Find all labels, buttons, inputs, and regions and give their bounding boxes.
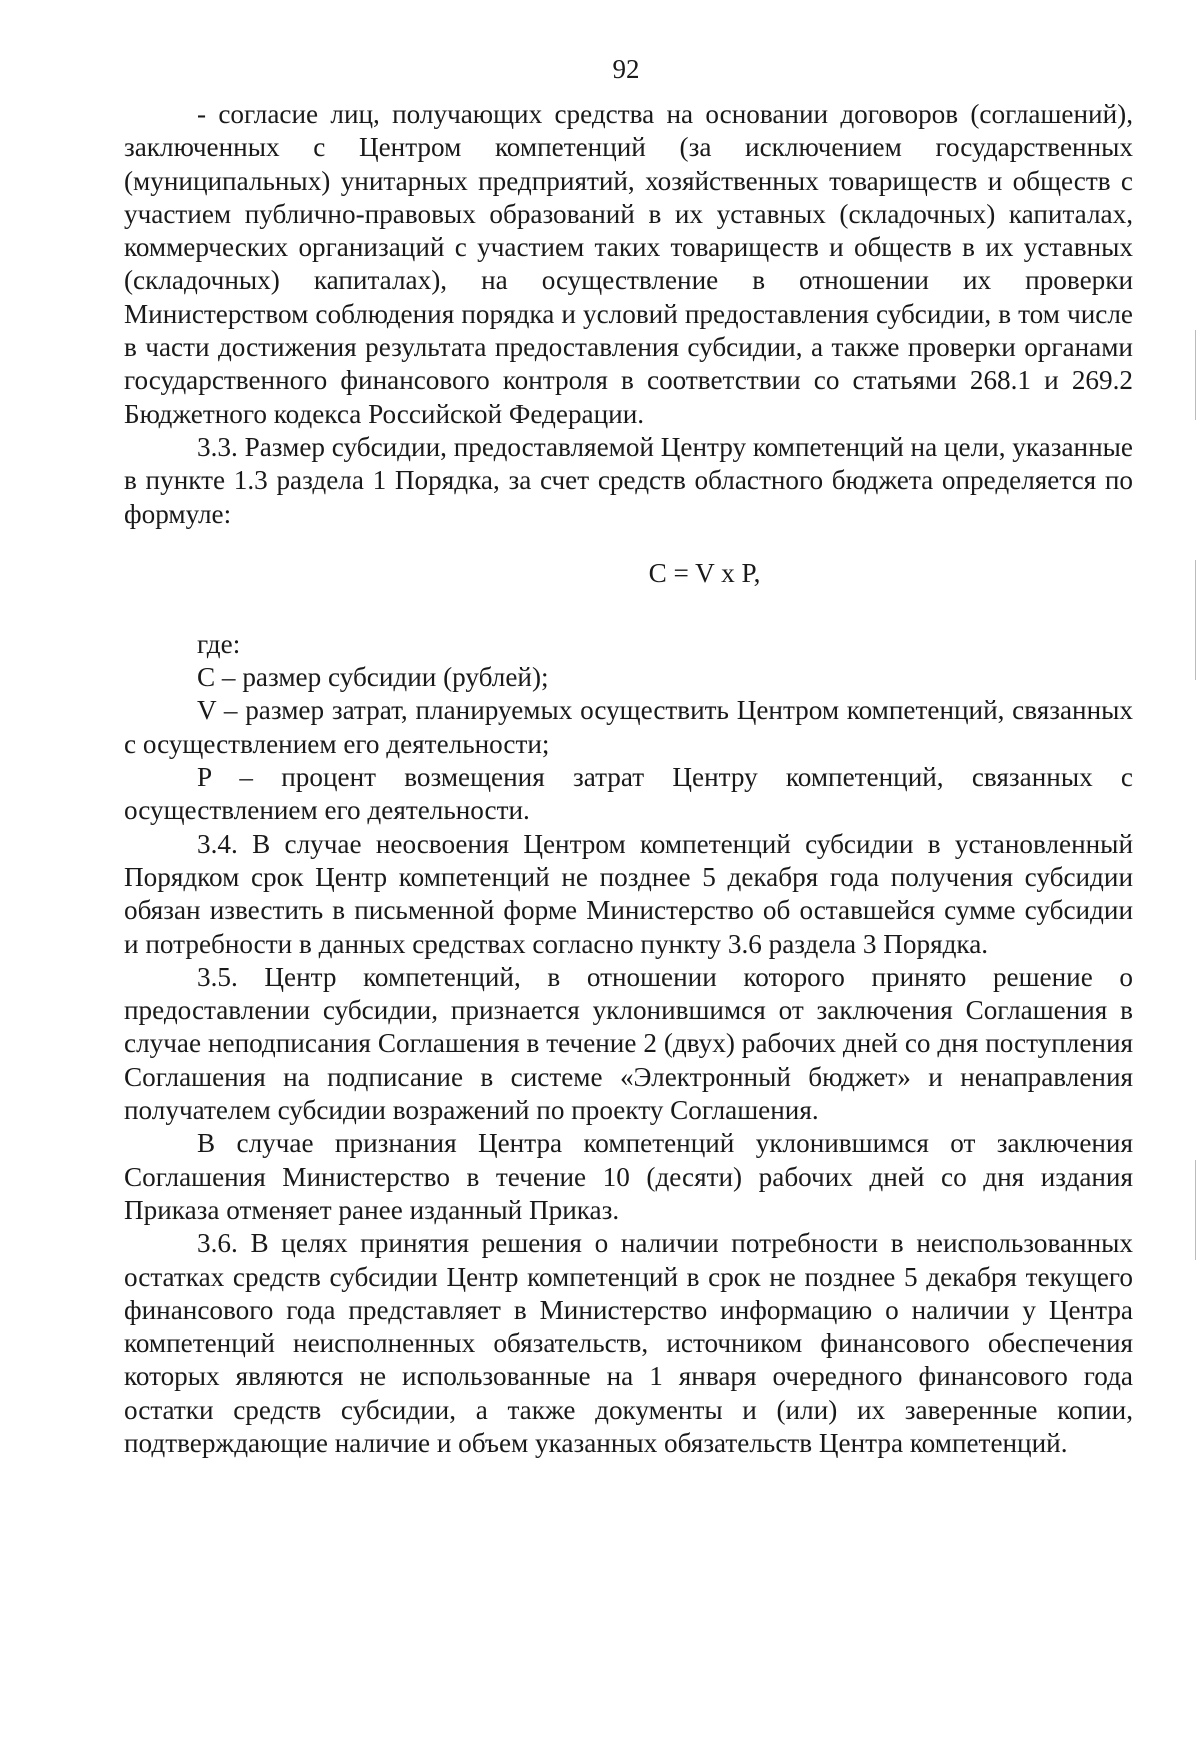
page-number: 92 (612, 54, 640, 84)
definition-v: V – размер затрат, планируемых осуществить Центром компетенций, связанных с осуществлением его деятельности; (124, 695, 1133, 759)
scan-edge-mark (1195, 330, 1196, 420)
where-label: где: (197, 628, 241, 659)
definition-c: C – размер субсидии (рублей); (197, 662, 549, 693)
paragraph-refusal: В случае признания Центра компетенций уклонившимся от заключения Соглашения Министерство в течение 10 (десяти) рабочих дней со дня издания Приказа отменяет ранее изданный Приказ. (124, 1128, 1133, 1225)
scan-edge-mark (1195, 560, 1196, 680)
paragraph-consent: - согласие лиц, получающих средства на основании договоров (соглашений), заключенных с Центром компетенций (за исключением государственных (муниципальных) унитарных предприятий, хозяйственных товариществ и обществ с участием публично-правовых образований в их уставных (складочных) капиталах, коммерческих организаций с участием таких товариществ и обществ в их уставных (складочных) капиталах), на осуществление в отношении их проверки Министерством соблюдения порядка и условий предоставления субсидии, в том числе в части достижения результата предоставления субсидии, а также проверки органами государственного финансового контроля в соответствии со статьями 268.1 и 269.2 Бюджетного кодекса Российской Федерации. (124, 99, 1133, 429)
scan-edge-mark (1195, 1160, 1196, 1260)
paragraph-3-6: 3.6. В целях принятия решения о наличии потребности в неиспользованных остатках средств субсидии Центр компетенций в срок не позднее 5 декабря текущего финансового года представляет в Министерство информацию о наличии у Центра компетенций неисполненных обязательств, источником финансового обеспечения которых являются не использованные на 1 января очередного финансового года остатки средств субсидии, а также документы и (или) их заверенные копии, подтверждающие наличие и объем указанных обязательств Центра компетенций. (124, 1228, 1133, 1458)
definition-p: P – процент возмещения затрат Центру компетенций, связанных с осуществлением его деятельности. (124, 762, 1133, 826)
document-body (124, 98, 1133, 1460)
paragraph-3-5: 3.5. Центр компетенций, в отношении которого принято решение о предоставлении субсидии, признается уклонившимся от заключения Соглашения в случае неподписания Соглашения в течение 2 (двух) рабочих дней со дня поступления Соглашения на подписание в системе «Электронный бюджет» и ненаправления получателем субсидии возражений по проекту Соглашения. (124, 961, 1133, 1126)
paragraph-3-4: 3.4. В случае неосвоения Центром компетенций субсидии в установленный Порядком срок Центр компетенций не позднее 5 декабря года получения субсидии обязан известить в письменной форме Министерство об оставшейся сумме субсидии и потребности в данных средствах согласно пункту 3.6 раздела 3 Порядка. (124, 828, 1133, 959)
paragraph-3-3: 3.3. Размер субсидии, предоставляемой Центру компетенций на цели, указанные в пункте 1.3 раздела 1 Порядка, за счет средств областного бюджета определяется по формуле: (124, 431, 1133, 529)
formula: C = V x P, (648, 557, 761, 588)
